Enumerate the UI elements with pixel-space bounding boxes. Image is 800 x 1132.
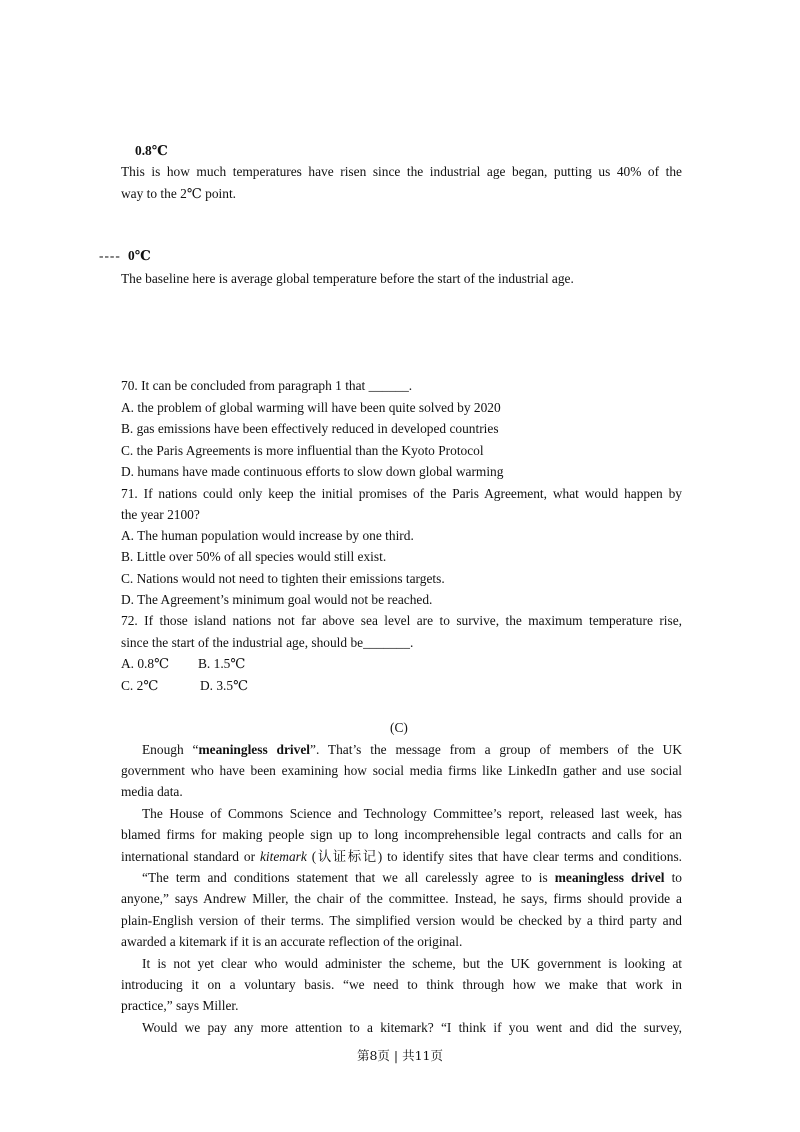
q72-stem-line1: 72. If those island nations not far above sea level are to survive, the maximum temperature rise, (121, 613, 682, 628)
p1-line3: media data. (121, 784, 183, 799)
q71-stem-line2: the year 2100? (121, 507, 200, 522)
q70-option-c: C. the Paris Agreements is more influential than the Kyoto Protocol (121, 443, 484, 458)
p2-text-c: (认证标记) to identify sites that have clear terms and conditions. (306, 849, 682, 864)
p1-text-c: ”. That’s the message from a group of members of the UK (310, 742, 683, 757)
q70-option-a: A. the problem of global warming will have been quite solved by 2020 (121, 400, 501, 415)
p5-line1: Would we pay any more attention to a kitemark? “I think if you went and did the survey, (142, 1020, 682, 1035)
p1-bold: meaningless drivel (198, 742, 310, 757)
q71-option-a: A. The human population would increase by one third. (121, 528, 414, 543)
q71-option-c: C. Nations would not need to tighten their emissions targets. (121, 571, 445, 586)
q72-option-a: A. 0.8℃ (121, 656, 170, 671)
p3-text-a: “The term and conditions statement that we all carelessly agree to is (142, 870, 555, 885)
dash-marker: ---- (99, 248, 121, 263)
p4-line3: practice,” says Miller. (121, 998, 239, 1013)
q71-stem-line1: 71. If nations could only keep the initial promises of the Paris Agreement, what would happen by (121, 486, 682, 501)
text-0-8c-line1: This is how much temperatures have risen since the industrial age began, putting us 40% of the (121, 164, 682, 179)
q71-option-d: D. The Agreement’s minimum goal would not be reached. (121, 592, 433, 607)
q70-stem: 70. It can be concluded from paragraph 1 that ______. (121, 378, 413, 393)
p1-line1 (142, 740, 682, 760)
p3-text-c: to (664, 870, 682, 885)
q72-stem-line2: since the start of the industrial age, should be_______. (121, 635, 414, 650)
q72-option-b: B. 1.5℃ (198, 656, 246, 671)
p4-line2: introducing it on a voluntary basis. “we need to think through how we make that work in (121, 977, 682, 992)
p1-line2: government who have been examining how social media firms like LinkedIn gather and use social (121, 763, 682, 778)
p1-text-a: Enough “ (142, 742, 199, 757)
p2-text-a: international standard or (121, 849, 260, 864)
p3-bold: meaningless drivel (554, 870, 665, 885)
p3-line2: anyone,” says Andrew Miller, the chair of the committee. Instead, he says, firms should provide a (121, 891, 682, 906)
q72-option-d: D. 3.5℃ (200, 678, 249, 693)
text-0c-line1: The baseline here is average global temperature before the start of the industrial age. (121, 271, 574, 286)
page-footer: 第8页 | 共11页 (356, 1048, 444, 1063)
q72-option-c: C. 2℃ (121, 678, 159, 693)
q70-option-d: D. humans have made continuous efforts to slow down global warming (121, 464, 504, 479)
text-0-8c-line2: way to the 2℃ point. (121, 186, 237, 201)
heading-0c: 0℃ (128, 248, 151, 263)
passage-label: (C) (390, 720, 408, 735)
q71-option-b: B. Little over 50% of all species would still exist. (121, 549, 387, 564)
p2-line3 (121, 847, 682, 867)
heading-0-8c: 0.8℃ (135, 143, 168, 158)
p4-line1: It is not yet clear who would administer the scheme, but the UK government is looking at (142, 956, 682, 971)
p2-italic: kitemark (259, 849, 307, 864)
p2-line2: blamed firms for making people sign up to long incomprehensible legal contracts and calls for an (121, 827, 682, 842)
p3-line3: plain-English version of their terms. The simplified version would be checked by a third party and (121, 913, 682, 928)
p2-line1: The House of Commons Science and Technology Committee’s report, released last week, has (142, 806, 682, 821)
p3-line1 (142, 868, 682, 888)
p3-line4: awarded a kitemark if it is an accurate reflection of the original. (121, 934, 463, 949)
q70-option-b: B. gas emissions have been effectively reduced in developed countries (121, 421, 499, 436)
